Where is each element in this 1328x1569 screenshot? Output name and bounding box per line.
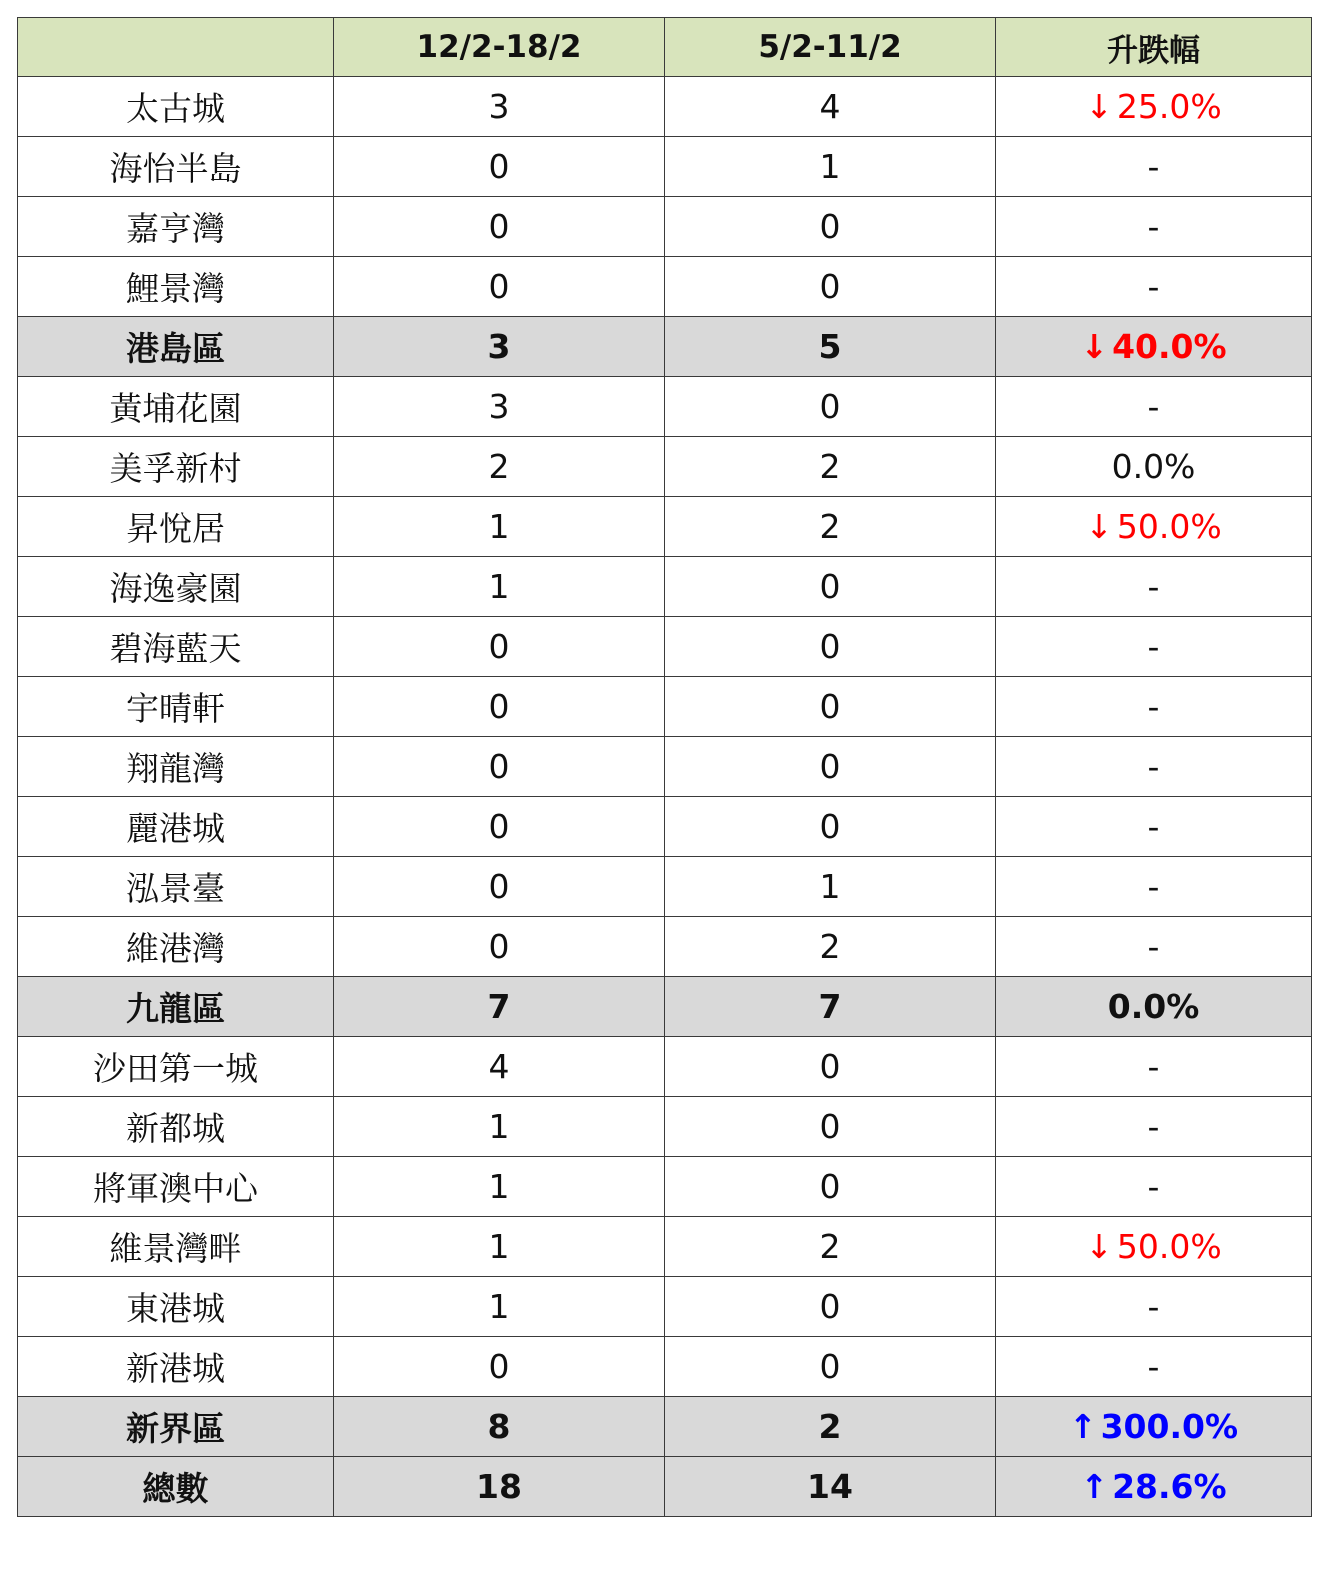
table-row [18,1217,1312,1277]
header-row [18,18,1312,77]
previous-period-cell: 2 [665,917,996,977]
previous-period-cell: 0 [665,557,996,617]
current-period-cell: 2 [334,437,665,497]
change-cell [996,1277,1312,1337]
estate-name-cell: 海逸豪園 [18,557,334,617]
down-arrow-icon: ↓ [1080,327,1109,366]
estate-name-cell: 東港城 [18,1277,334,1337]
change-value: 0.0% [1111,447,1196,486]
current-period-cell: 1 [334,1277,665,1337]
table-row [18,377,1312,437]
change-value: - [1147,867,1160,906]
down-arrow-icon: ↓ [1085,1227,1113,1266]
estate-name-cell: 鯉景灣 [18,257,334,317]
current-period-cell: 0 [334,617,665,677]
change-cell [996,1457,1312,1517]
change-value: - [1147,567,1160,606]
current-period-cell: 3 [334,377,665,437]
estate-name-cell: 碧海藍天 [18,617,334,677]
estate-name-cell: 泓景臺 [18,857,334,917]
previous-period-cell: 2 [665,437,996,497]
estate-name-cell: 維港灣 [18,917,334,977]
subtotal-row [18,1457,1312,1517]
change-value: 25.0% [1116,87,1222,126]
current-period-cell: 3 [334,317,665,377]
up-arrow-icon: ↑ [1068,1407,1097,1446]
table-row [18,857,1312,917]
change-value: 28.6% [1112,1467,1227,1506]
table-row [18,1157,1312,1217]
previous-period-cell: 0 [665,1277,996,1337]
estate-name-cell: 海怡半島 [18,137,334,197]
previous-period-cell: 0 [665,1037,996,1097]
current-period-cell: 7 [334,977,665,1037]
change-cell [996,1217,1312,1277]
estate-name-cell: 翔龍灣 [18,737,334,797]
current-period-cell: 0 [334,797,665,857]
previous-period-cell: 0 [665,797,996,857]
change-cell [996,1157,1312,1217]
estate-name-cell: 新港城 [18,1337,334,1397]
change-value: - [1147,1047,1160,1086]
change-value: - [1147,927,1160,966]
change-value: - [1147,1107,1160,1146]
change-value: - [1147,1347,1160,1386]
estate-name-cell: 九龍區 [18,977,334,1037]
table-row [18,1337,1312,1397]
previous-period-cell: 0 [665,1097,996,1157]
header-current-period: 12/2-18/2 [334,18,665,77]
change-value: - [1147,747,1160,786]
current-period-cell: 0 [334,137,665,197]
change-value: - [1147,207,1160,246]
estate-name-cell: 沙田第一城 [18,1037,334,1097]
table-row [18,737,1312,797]
change-value: - [1147,687,1160,726]
change-cell [996,1037,1312,1097]
current-period-cell: 3 [334,77,665,137]
table-row [18,617,1312,677]
change-value: - [1147,627,1160,666]
previous-period-cell: 0 [665,1337,996,1397]
previous-period-cell: 1 [665,137,996,197]
current-period-cell: 0 [334,677,665,737]
estate-name-cell: 昇悅居 [18,497,334,557]
change-value: - [1147,1287,1160,1326]
current-period-cell: 1 [334,497,665,557]
change-value: 40.0% [1112,327,1227,366]
up-arrow-icon: ↑ [1080,1467,1109,1506]
previous-period-cell: 1 [665,857,996,917]
previous-period-cell: 2 [665,497,996,557]
table-row [18,257,1312,317]
previous-period-cell: 0 [665,1157,996,1217]
previous-period-cell: 0 [665,737,996,797]
change-cell [996,737,1312,797]
estate-name-cell: 麗港城 [18,797,334,857]
previous-period-cell: 0 [665,377,996,437]
change-value: 50.0% [1116,507,1222,546]
estate-name-cell: 嘉亨灣 [18,197,334,257]
change-cell [996,917,1312,977]
table-row [18,1097,1312,1157]
current-period-cell: 0 [334,857,665,917]
change-value: 300.0% [1100,1407,1239,1446]
previous-period-cell: 7 [665,977,996,1037]
previous-period-cell: 14 [665,1457,996,1517]
change-cell [996,137,1312,197]
change-cell [996,557,1312,617]
header-change: 升跌幅 [996,18,1312,77]
header-estate-name [18,18,334,77]
subtotal-row [18,1397,1312,1457]
table-row [18,497,1312,557]
current-period-cell: 8 [334,1397,665,1457]
current-period-cell: 0 [334,1337,665,1397]
previous-period-cell: 2 [665,1397,996,1457]
estate-name-cell: 港島區 [18,317,334,377]
change-value: - [1147,267,1160,306]
current-period-cell: 1 [334,557,665,617]
change-cell [996,1337,1312,1397]
subtotal-row [18,317,1312,377]
current-period-cell: 1 [334,1157,665,1217]
table-row [18,437,1312,497]
previous-period-cell: 0 [665,197,996,257]
change-cell [996,257,1312,317]
current-period-cell: 0 [334,257,665,317]
change-cell [996,77,1312,137]
previous-period-cell: 5 [665,317,996,377]
down-arrow-icon: ↓ [1085,87,1113,126]
table-row [18,917,1312,977]
previous-period-cell: 0 [665,257,996,317]
previous-period-cell: 2 [665,1217,996,1277]
previous-period-cell: 4 [665,77,996,137]
previous-period-cell: 0 [665,677,996,737]
current-period-cell: 0 [334,917,665,977]
change-value: - [1147,147,1160,186]
change-cell [996,677,1312,737]
change-value: - [1147,807,1160,846]
change-cell [996,377,1312,437]
change-cell [996,857,1312,917]
current-period-cell: 18 [334,1457,665,1517]
change-value: 0.0% [1107,987,1200,1026]
change-value: - [1147,1167,1160,1206]
subtotal-row [18,977,1312,1037]
change-cell [996,977,1312,1037]
change-cell [996,1397,1312,1457]
current-period-cell: 1 [334,1097,665,1157]
current-period-cell: 0 [334,737,665,797]
estate-name-cell: 美孚新村 [18,437,334,497]
estate-name-cell: 總數 [18,1457,334,1517]
estate-name-cell: 新都城 [18,1097,334,1157]
change-cell [996,1097,1312,1157]
estate-name-cell: 太古城 [18,77,334,137]
table-row [18,797,1312,857]
previous-period-cell: 0 [665,617,996,677]
estate-name-cell: 黃埔花園 [18,377,334,437]
change-value: - [1147,387,1160,426]
table-row [18,137,1312,197]
change-cell [996,437,1312,497]
table-row [18,677,1312,737]
transaction-comparison-table [17,17,1312,1517]
current-period-cell: 1 [334,1217,665,1277]
table-row [18,557,1312,617]
current-period-cell: 4 [334,1037,665,1097]
change-cell [996,197,1312,257]
change-value: 50.0% [1116,1227,1222,1266]
change-cell [996,617,1312,677]
estate-name-cell: 宇晴軒 [18,677,334,737]
change-cell [996,317,1312,377]
table-row [18,197,1312,257]
estate-name-cell: 將軍澳中心 [18,1157,334,1217]
current-period-cell: 0 [334,197,665,257]
header-previous-period: 5/2-11/2 [665,18,996,77]
table-body [18,77,1312,1517]
change-cell [996,497,1312,557]
down-arrow-icon: ↓ [1085,507,1113,546]
change-cell [996,797,1312,857]
table-row [18,1037,1312,1097]
table-row [18,1277,1312,1337]
table-row [18,77,1312,137]
estate-name-cell: 新界區 [18,1397,334,1457]
estate-name-cell: 維景灣畔 [18,1217,334,1277]
